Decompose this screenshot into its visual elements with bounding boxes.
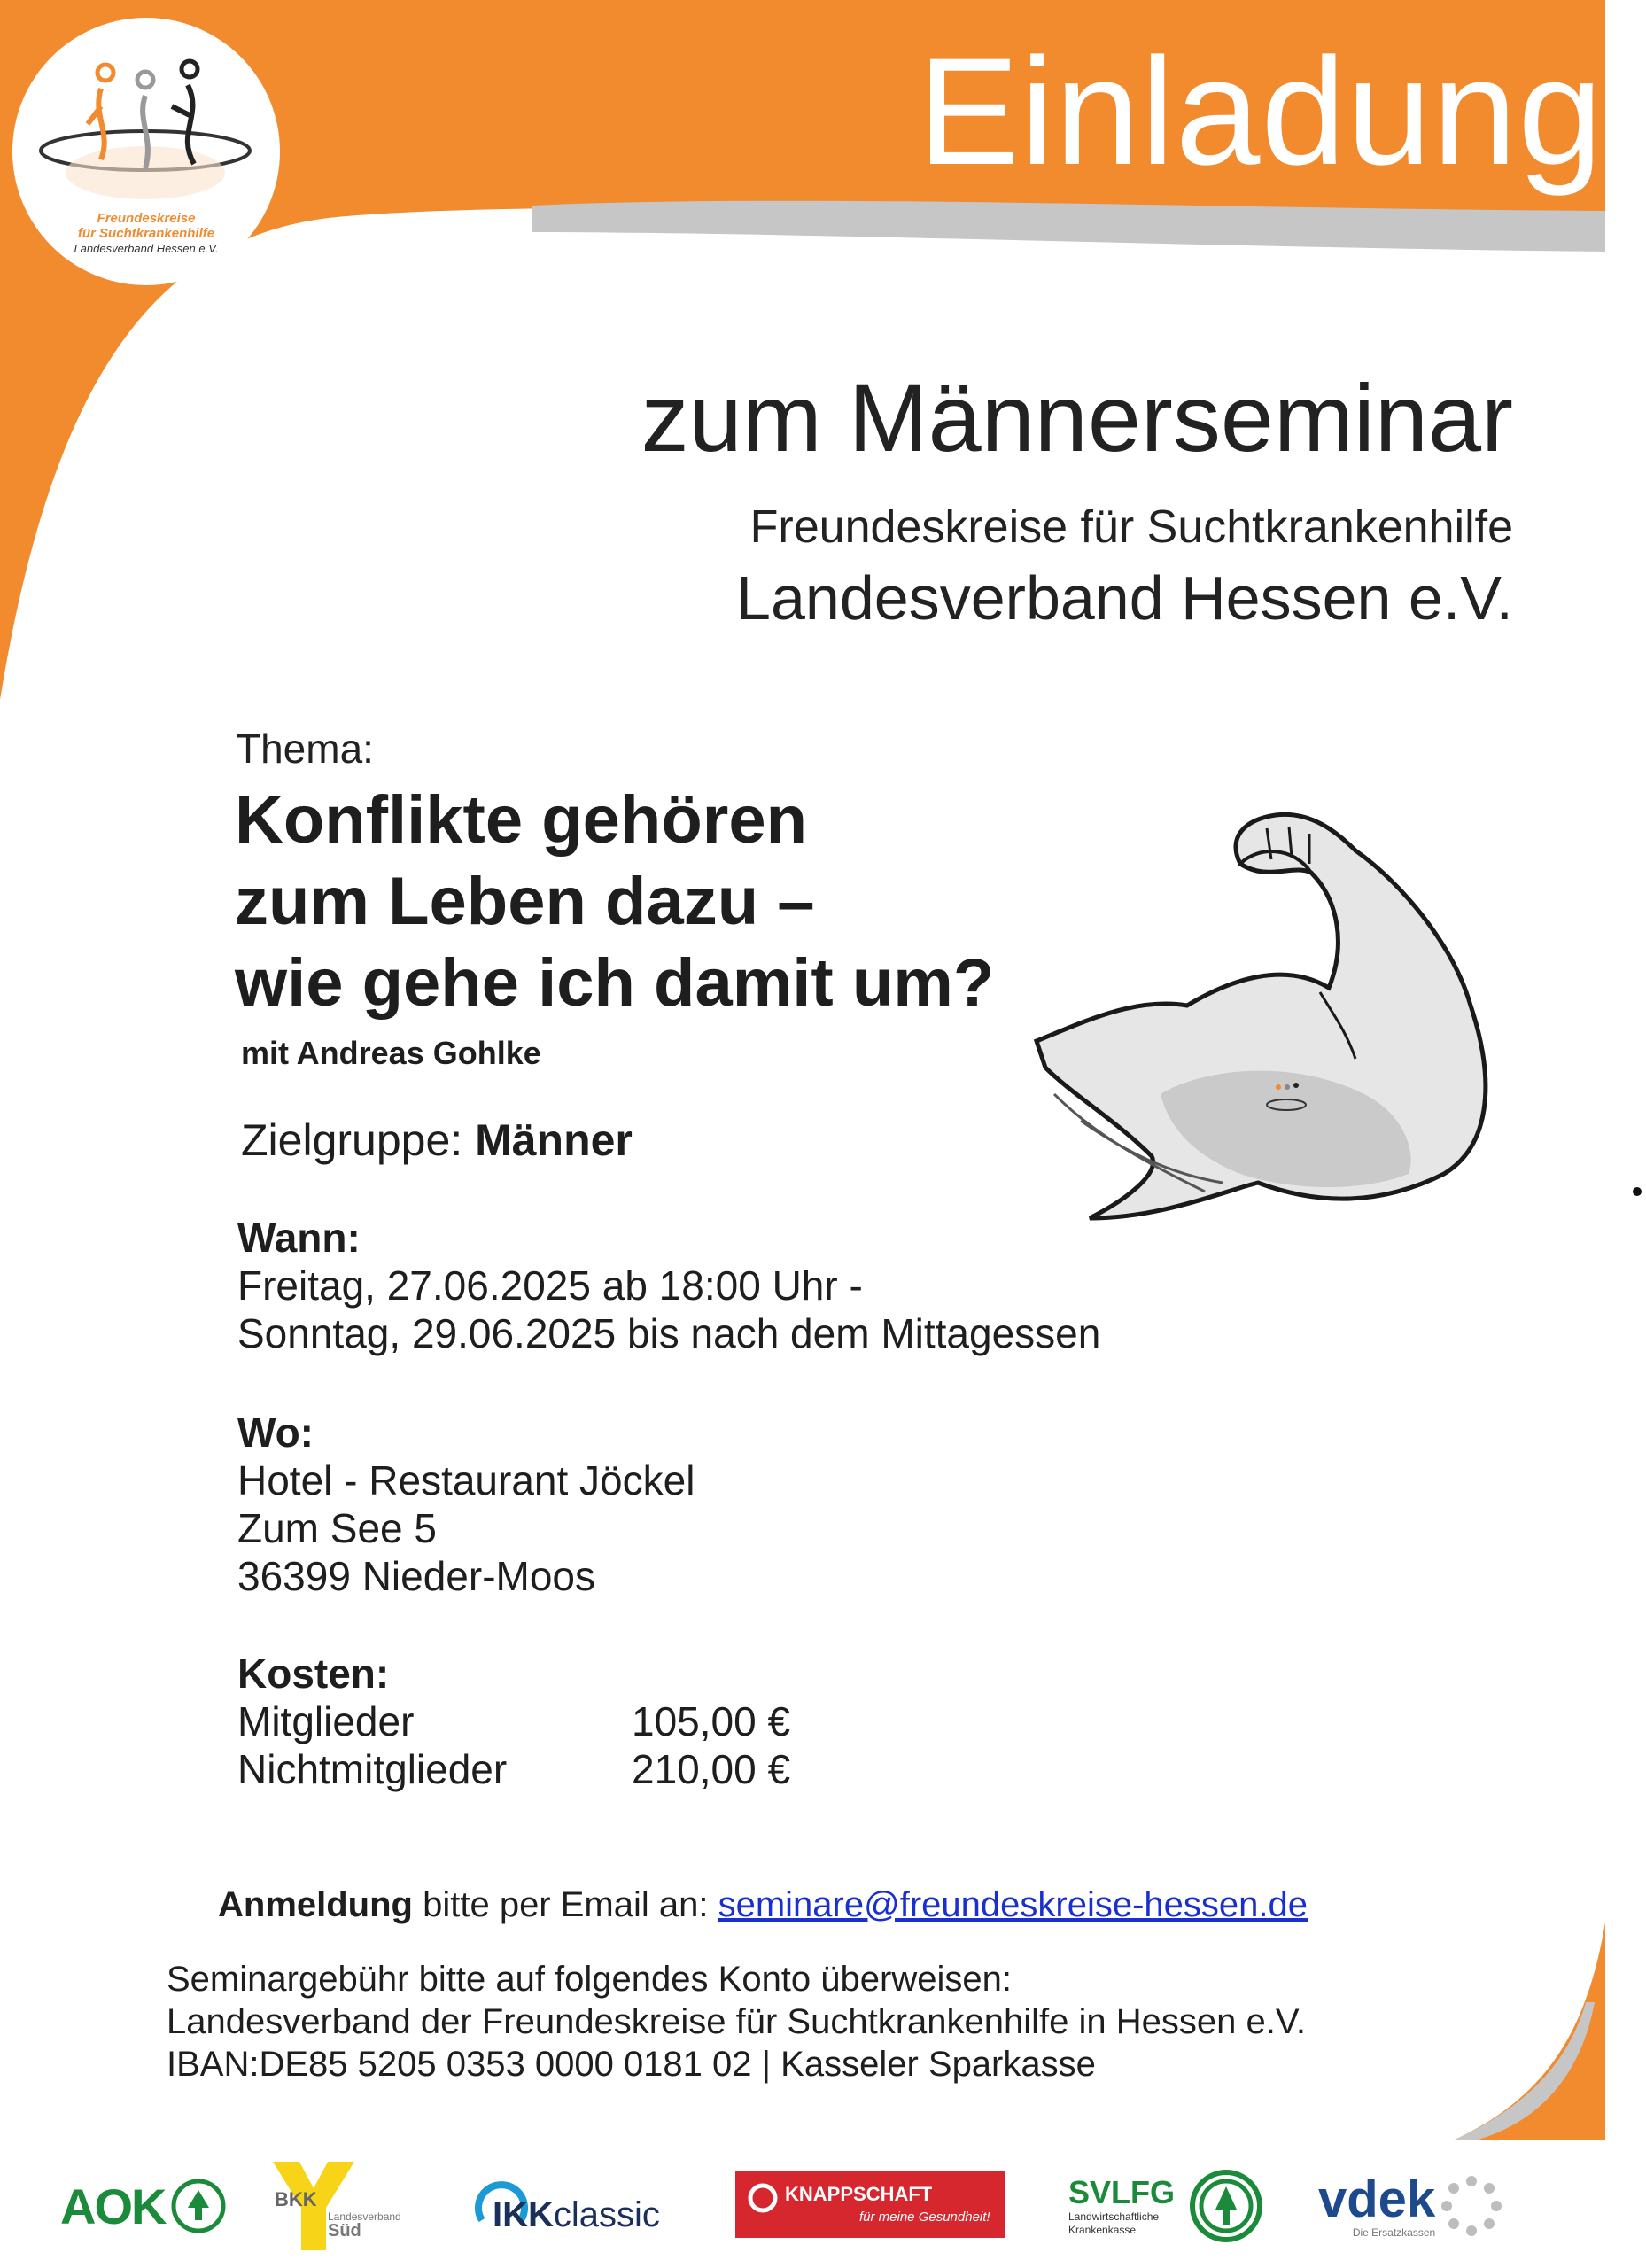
registration-text: bitte per Email an: — [412, 1885, 718, 1924]
topic-label: Thema: — [236, 726, 374, 772]
topic-line1: Konflikte gehören — [235, 782, 808, 858]
page-title: Einladung — [917, 27, 1603, 197]
seminar-heading: zum Männerseminar — [641, 364, 1513, 471]
bkk-sub — [328, 2210, 401, 2241]
knappschaft-slogan: für meine Gesundheit! — [859, 2210, 990, 2225]
sponsor-aok-logo — [60, 2162, 227, 2250]
where-label: Wo: — [237, 1410, 314, 1456]
when-line2: Sonntag, 29.06.2025 bis nach dem Mittagessen — [237, 1310, 1101, 1356]
registration-bold: Anmeldung — [218, 1885, 413, 1924]
aok-wordmark: AOK — [60, 2178, 166, 2234]
sponsor-ikk-logo — [475, 2162, 660, 2250]
svlfg-tree-icon — [1189, 2169, 1263, 2243]
vdek-wordmark: vdek — [1318, 2171, 1436, 2228]
cost-name: Mitglieder — [237, 1698, 415, 1744]
ikk-wordmark: IKK — [493, 2194, 554, 2234]
bkk-wordmark: BKK — [275, 2188, 317, 2210]
bank-line2: Landesverband der Freundeskreise für Suchtkrankenhilfe in Hessen e.V. — [167, 2002, 1306, 2041]
svlfg-sub2: Krankenkasse — [1068, 2224, 1137, 2236]
cost-price: 105,00 € — [632, 1698, 791, 1744]
flexed-arm-illustration — [1028, 802, 1524, 1262]
cost-name: Nichtmitglieder — [237, 1746, 508, 1792]
aok-tree-icon — [170, 2178, 227, 2234]
costs-label: Kosten: — [237, 1651, 390, 1697]
where-line1: Hotel - Restaurant Jöckel — [237, 1457, 695, 1503]
knappschaft-wordmark: KNAPPSCHAFT — [785, 2183, 933, 2205]
vdek-dots-icon — [1440, 2175, 1502, 2237]
svlfg-sub1: Landwirtschaftliche — [1068, 2210, 1160, 2223]
target-audience — [241, 1115, 633, 1166]
organizer-line1: Freundeskreise für Suchtkrankenhilfe — [749, 501, 1513, 553]
vdek-text — [1318, 2173, 1435, 2239]
audience-label: Zielgruppe: — [241, 1115, 463, 1165]
registration-line — [218, 1885, 1308, 1925]
when-label: Wann: — [237, 1215, 361, 1261]
registration-email-link[interactable]: seminare@freundeskreise-hessen.de — [718, 1885, 1308, 1924]
sponsor-svlfg-logo — [1068, 2162, 1263, 2250]
when-section — [237, 1214, 1100, 1357]
bkk-sub2: Süd — [328, 2221, 361, 2241]
where-line2: Zum See 5 — [237, 1505, 437, 1551]
cost-row-members — [237, 1697, 790, 1745]
bank-details — [167, 1958, 1306, 2085]
logo-text-line3: Landesverband Hessen e.V. — [74, 242, 219, 255]
bank-line3: IBAN:DE85 5205 0353 0000 0181 02 | Kasseler Sparkasse — [167, 2045, 1096, 2084]
svlfg-text — [1068, 2175, 1175, 2237]
when-line1: Freitag, 27.06.2025 ab 18:00 Uhr - — [237, 1262, 863, 1309]
svlfg-wordmark: SVLFG — [1068, 2174, 1176, 2210]
where-section — [237, 1409, 695, 1600]
organizer-line2: Landesverband Hessen e.V. — [736, 563, 1513, 633]
vdek-sub: Die Ersatzkassen — [1352, 2226, 1436, 2239]
topic-title — [235, 780, 994, 1024]
cost-row-nonmembers — [237, 1745, 790, 1793]
bkk-sub1: Landesverband — [328, 2210, 401, 2223]
organization-logo — [12, 18, 280, 285]
speaker: mit Andreas Gohlke — [241, 1035, 541, 1071]
sponsor-bkk-logo — [273, 2162, 401, 2250]
logo-text-line1: Freundeskreise — [97, 211, 196, 226]
where-line3: 36399 Nieder-Moos — [237, 1553, 596, 1599]
sponsor-knappschaft-logo — [735, 2171, 1005, 2238]
sponsor-vdek-logo — [1318, 2162, 1502, 2250]
bank-line1: Seminargebühr bitte auf folgendes Konto überweisen: — [167, 1960, 1012, 1999]
bkk-text — [275, 2188, 317, 2211]
cost-price: 210,00 € — [632, 1746, 791, 1792]
ikk-classic-word: classic — [553, 2194, 660, 2234]
logo-text-line2: für Suchtkrankenhilfe — [77, 226, 215, 241]
topic-line2: zum Leben dazu – — [235, 864, 815, 939]
audience-value: Männer — [475, 1115, 633, 1165]
knappschaft-emblem-icon — [748, 2183, 778, 2213]
decorative-dot — [1633, 1187, 1642, 1196]
topic-line3: wie gehe ich damit um? — [235, 945, 995, 1021]
costs-section — [237, 1650, 790, 1793]
